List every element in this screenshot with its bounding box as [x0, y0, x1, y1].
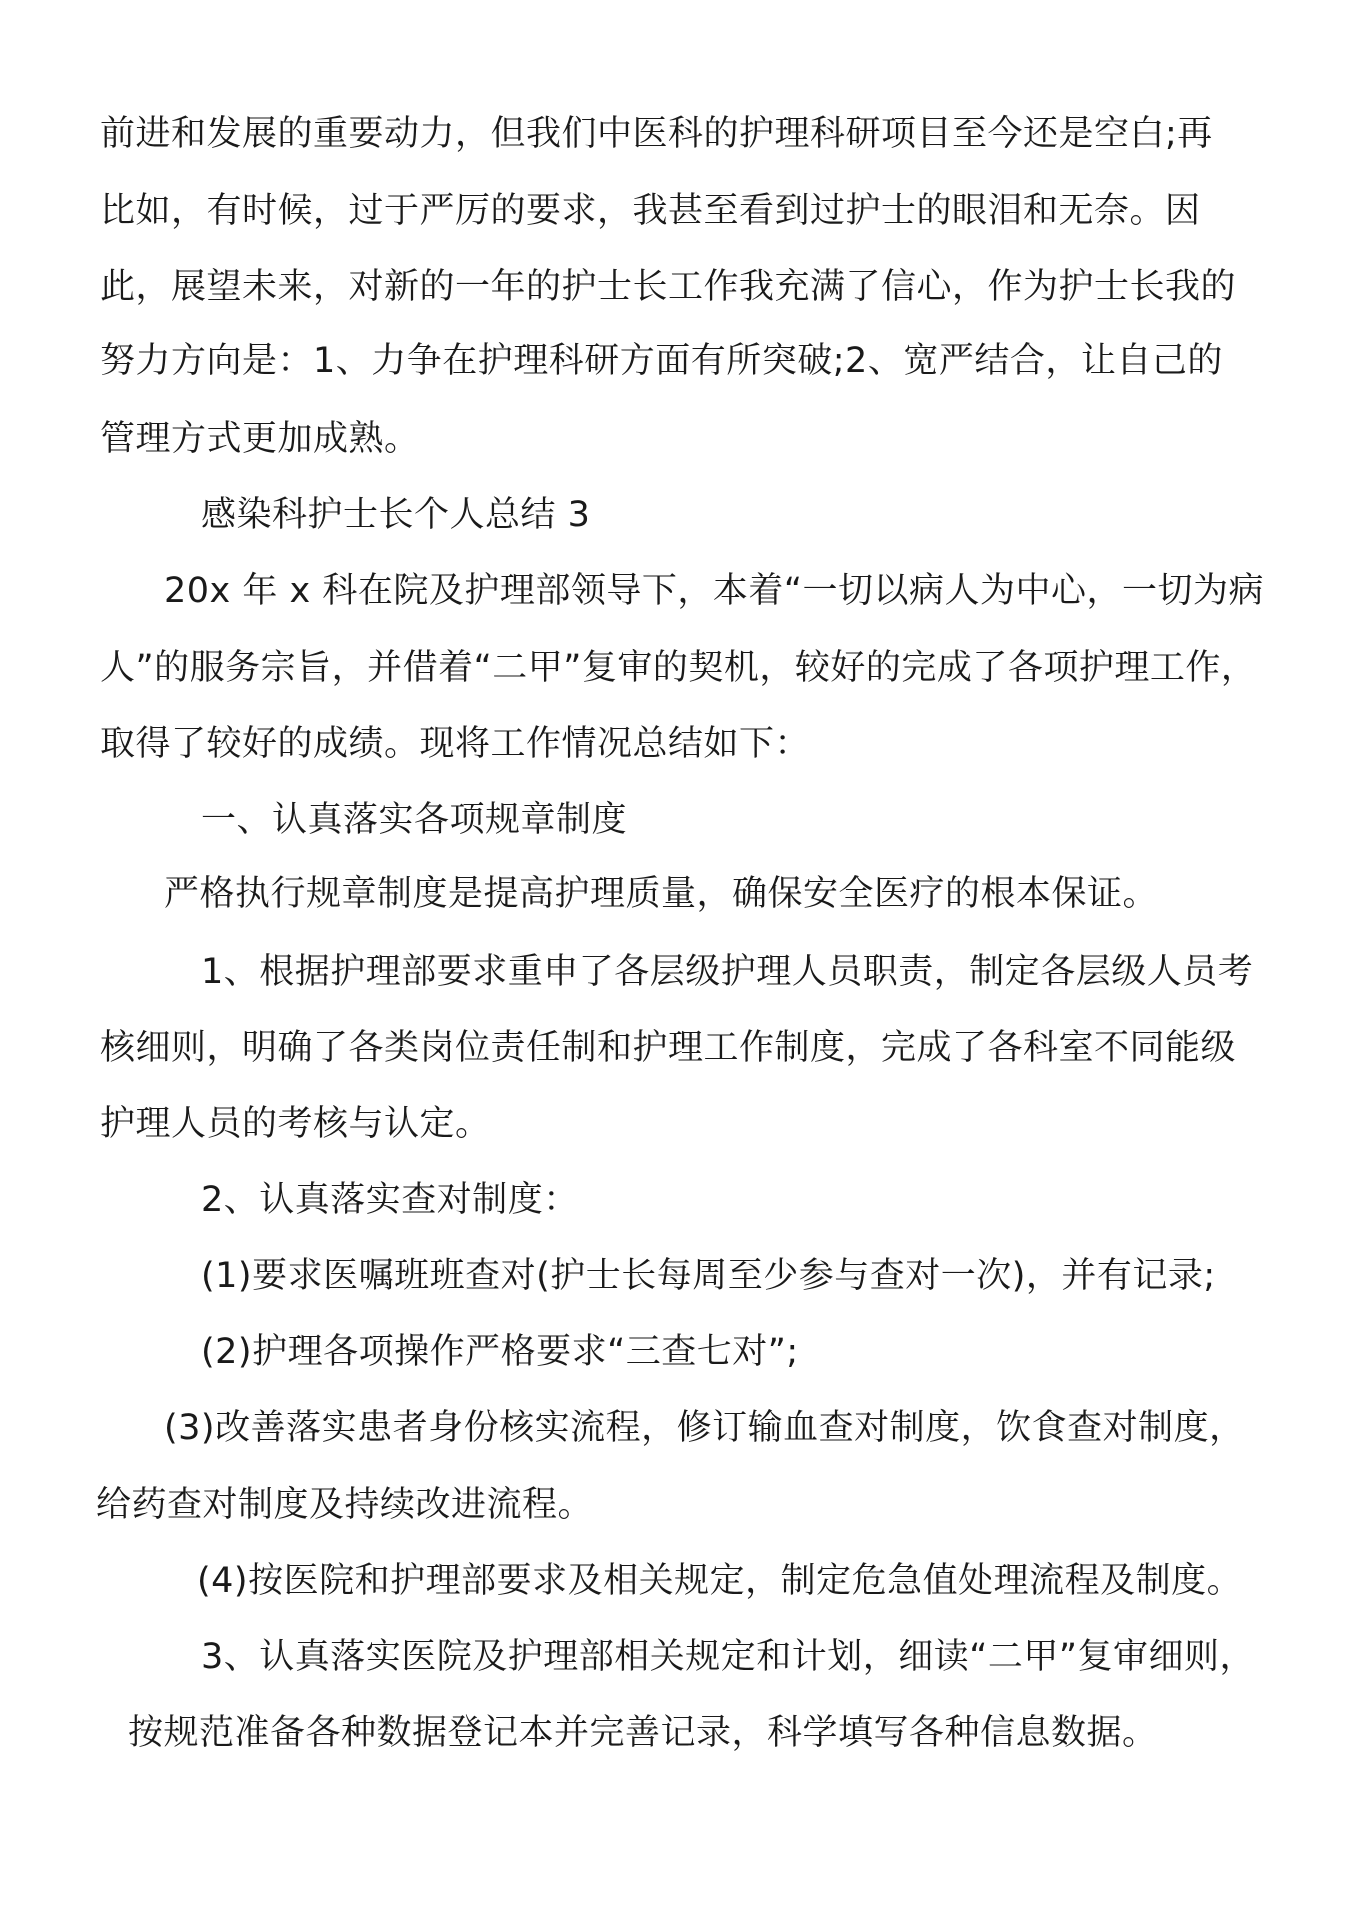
text-line: 努力方向是：1、力争在护理科研方面有所突破;2、宽严结合，让自己的	[100, 341, 1223, 381]
text-line: 护理人员的考核与认定。	[100, 1104, 491, 1144]
text-line: 比如，有时候，过于严厉的要求，我甚至看到过护士的眼泪和无奈。因	[100, 191, 1201, 231]
text-line: (4)按医院和护理部要求及相关规定，制定危急值处理流程及制度。	[197, 1561, 1243, 1601]
text-line: 前进和发展的重要动力，但我们中医科的护理科研项目至今还是空白;再	[100, 114, 1213, 154]
text-line: 1、根据护理部要求重申了各层级护理人员职责，制定各层级人员考	[201, 952, 1254, 992]
text-line: 严格执行规章制度是提高护理质量，确保安全医疗的根本保证。	[164, 874, 1159, 914]
text-line: 给药查对制度及持续改进流程。	[96, 1485, 594, 1525]
text-line: 2、认真落实查对制度：	[201, 1180, 579, 1220]
text-line: 取得了较好的成绩。现将工作情况总结如下：	[100, 724, 811, 764]
section-heading: 一、认真落实各项规章制度	[201, 800, 628, 840]
text-line: (1)要求医嘱班班查对(护士长每周至少参与查对一次)，并有记录;	[201, 1256, 1216, 1296]
section-title: 感染科护士长个人总结 3	[201, 495, 591, 535]
text-line: 此，展望未来，对新的一年的护士长工作我充满了信心，作为护士长我的	[100, 267, 1237, 307]
text-line: (2)护理各项操作严格要求“三查七对”;	[201, 1332, 799, 1372]
text-line: (3)改善落实患者身份核实流程，修订输血查对制度，饮食查对制度，	[164, 1408, 1245, 1448]
text-line: 管理方式更加成熟。	[100, 419, 420, 459]
text-line: 按规范准备各种数据登记本并完善记录，科学填写各种信息数据。	[128, 1713, 1158, 1753]
text-line: 核细则，明确了各类岗位责任制和护理工作制度，完成了各科室不同能级	[100, 1028, 1237, 1068]
text-line: 3、认真落实医院及护理部相关规定和计划，细读“二甲”复审细则，	[201, 1637, 1256, 1677]
text-line: 人”的服务宗旨，并借着“二甲”复审的契机，较好的完成了各项护理工作，	[100, 648, 1257, 688]
text-line: 20x 年 x 科在院及护理部领导下，本着“一切以病人为中心，一切为病	[164, 571, 1264, 611]
